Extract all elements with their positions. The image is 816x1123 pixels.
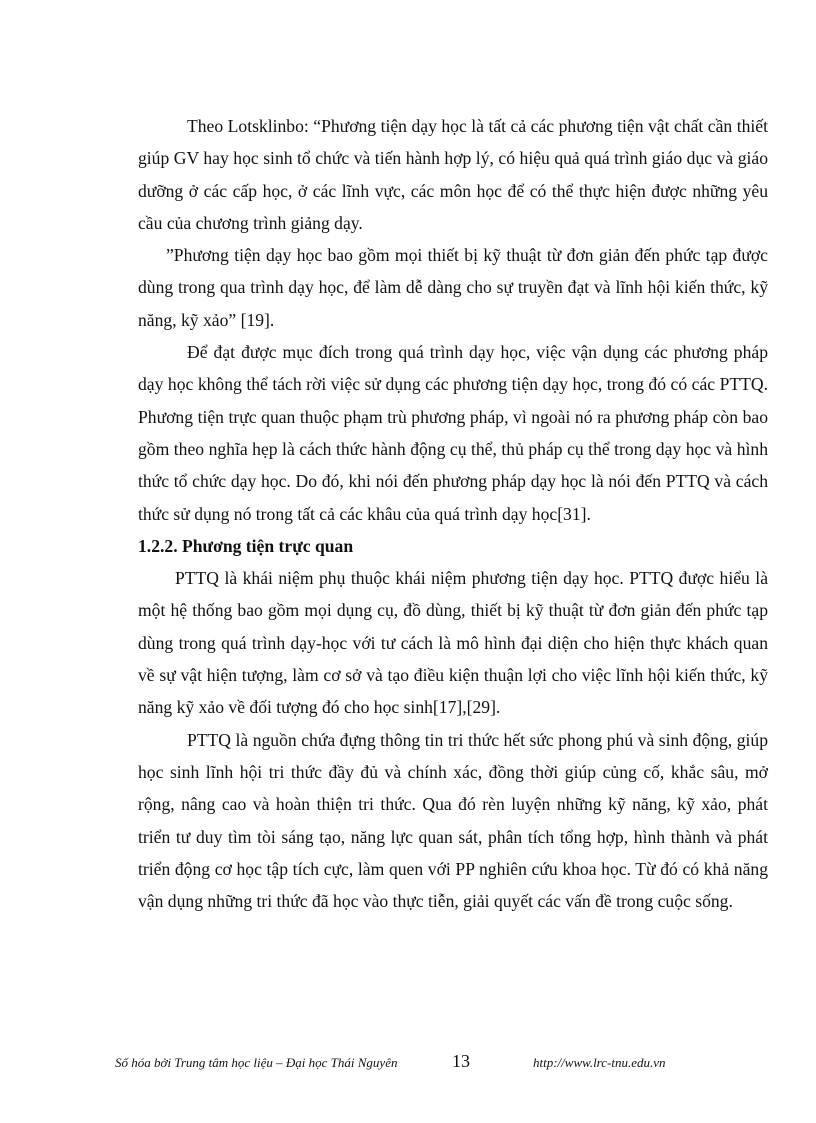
paragraph-lotsklinbo-quote: Theo Lotsklinbo: “Phương tiện dạy học là tất cả các phương tiện vật chất cần thiết giúp GV hay học sinh tổ chức và tiến hành hợp lý, có hiệu quả quá trình giáo dục và giáo dưỡng ở các cấp học, ở các lĩnh vực, các môn học để có thể thực hiện được những yêu cầu của chương trình giảng dạy. xyxy=(138,116,768,233)
footer-url: http://www.lrc-tnu.edu.vn xyxy=(533,1055,666,1070)
paragraph-teaching-methods: Để đạt được mục đích trong quá trình dạy học, việc vận dụng các phương pháp dạy học không thể tách rời việc sử dụng các phương tiện dạy học, trong đó có các PTTQ. Phương tiện trực quan thuộc phạm trù phương pháp, vì ngoài nó ra phương pháp còn bao gồm theo nghĩa hẹp là cách thức hành động cụ thể, thủ pháp cụ thể trong dạy học và hình thức tổ chức dạy học. Do đó, khi nói đến phương pháp dạy học là nói đến PTTQ và cách thức sử dụng nó trong tất cả các khâu của quá trình dạy học[31]. xyxy=(138,342,768,524)
section-heading: 1.2.2. Phương tiện trực quan xyxy=(138,535,354,556)
page-footer xyxy=(115,1051,735,1075)
paragraph-pttq-concept: PTTQ là khái niệm phụ thuộc khái niệm phương tiện dạy học. PTTQ được hiểu là một hệ thống bao gồm mọi dụng cụ, đồ dùng, thiết bị kỹ thuật từ đơn giản đến phức tạp dùng trong quá trình dạy-học với tư cách là mô hình đại diện cho hiện thực khách quan về sự vật hiện tượng, làm cơ sở và tạo điều kiện thuận lợi cho việc lĩnh hội kiến thức, kỹ năng kỹ xảo về đối tượng đó cho học sinh[17],[29]. xyxy=(138,568,768,718)
page-body xyxy=(138,110,768,917)
paragraph-teaching-means-definition: ”Phương tiện dạy học bao gồm mọi thiết bị kỹ thuật từ đơn giản đến phức tạp được dùng trong qua trình dạy học, để làm dễ dàng cho sự truyền đạt và lĩnh hội kiến thức, kỹ năng, kỹ xảo” [19]. xyxy=(138,245,768,330)
footer-source: Số hóa bởi Trung tâm học liệu – Đại học Thái Nguyên xyxy=(115,1055,398,1070)
paragraph-pttq-role: PTTQ là nguồn chứa đựng thông tin tri thức hết sức phong phú và sinh động, giúp học sinh lĩnh hội tri thức đầy đủ và chính xác, đồng thời giúp củng cố, khắc sâu, mở rộng, nâng cao và hoàn thiện tri thức. Qua đó rèn luyện những kỹ năng, kỹ xảo, phát triển tư duy tìm tòi sáng tạo, năng lực quan sát, phân tích tổng hợp, hình thành và phát triển động cơ học tập tích cực, làm quen với PP nghiên cứu khoa học. Từ đó có khả năng vận dụng những tri thức đã học vào thực tiễn, giải quyết các vấn đề trong cuộc sống. xyxy=(138,729,768,912)
page-number: 13 xyxy=(452,1051,470,1071)
